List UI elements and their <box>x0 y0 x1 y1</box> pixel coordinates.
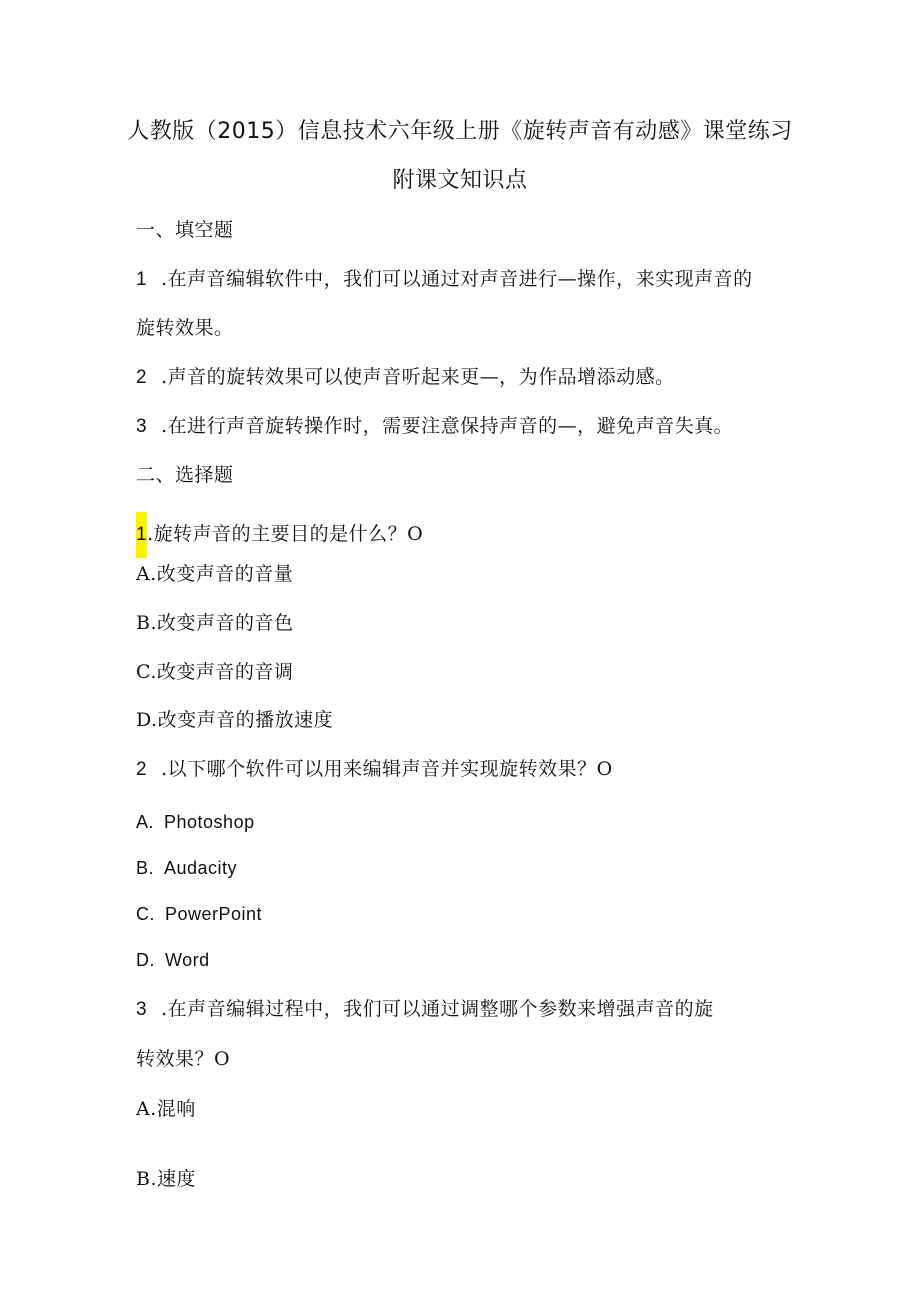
question-text: .旋转声音的主要目的是什么？O <box>147 523 424 545</box>
option-text: Photoshop <box>164 812 255 832</box>
choice-option-c: C.改变声音的音调 <box>136 661 294 683</box>
fill-question-3 <box>136 413 733 440</box>
question-text: .在声音编辑过程中，我们可以通过调整哪个参数来增强声音的旋 <box>161 998 714 1020</box>
section-heading-fill-in: 一、填空题 <box>136 219 234 241</box>
option-letter: B. <box>136 858 155 878</box>
choice-option-b <box>136 855 237 881</box>
option-letter: D. <box>136 950 155 970</box>
choice-option-d: D.改变声音的播放速度 <box>136 709 334 731</box>
question-text: .以下哪个软件可以用来编辑声音并实现旋转效果？O <box>161 758 613 780</box>
document-title-line-1: 人教版（2015）信息技术六年级上册《旋转声音有动感》课堂练习 <box>127 119 793 144</box>
highlighted-question-number: 1 <box>136 512 147 558</box>
choice-option-d <box>136 947 210 973</box>
option-text: Word <box>165 950 210 970</box>
option-letter: A. <box>136 812 155 832</box>
option-text: Audacity <box>164 858 238 878</box>
fill-question-1-continued: 旋转效果。 <box>136 317 234 339</box>
question-number: 3 <box>136 999 148 1020</box>
question-text: .在声音编辑软件中，我们可以通过对声音进行—操作，来实现声音的 <box>161 268 753 290</box>
choice-question-3-continued: 转效果？O <box>136 1048 231 1070</box>
choice-question-3 <box>136 996 714 1023</box>
section-heading-multiple-choice: 二、选择题 <box>136 464 234 486</box>
choice-question-1 <box>136 512 423 558</box>
question-number: 2 <box>136 367 148 388</box>
fill-question-1 <box>136 266 753 293</box>
choice-option-a: A.改变声音的音量 <box>136 563 294 585</box>
choice-question-2 <box>136 756 613 783</box>
question-text: .声音的旋转效果可以使声音听起来更—，为作品增添动感。 <box>161 366 675 388</box>
choice-option-b: B.速度 <box>136 1168 197 1190</box>
question-text: .在进行声音旋转操作时，需要注意保持声音的—，避免声音失真。 <box>161 415 734 437</box>
question-number: 3 <box>136 416 148 437</box>
option-text: PowerPoint <box>165 904 263 924</box>
question-number: 1 <box>136 269 148 290</box>
choice-option-a: A.混响 <box>136 1098 196 1120</box>
question-number: 2 <box>136 759 148 780</box>
option-letter: C. <box>136 904 155 924</box>
document-title-line-2: 附课文知识点 <box>392 168 528 193</box>
choice-option-a <box>136 809 255 835</box>
choice-option-b: B.改变声音的音色 <box>136 612 294 634</box>
fill-question-2 <box>136 364 675 391</box>
choice-option-c <box>136 901 262 927</box>
